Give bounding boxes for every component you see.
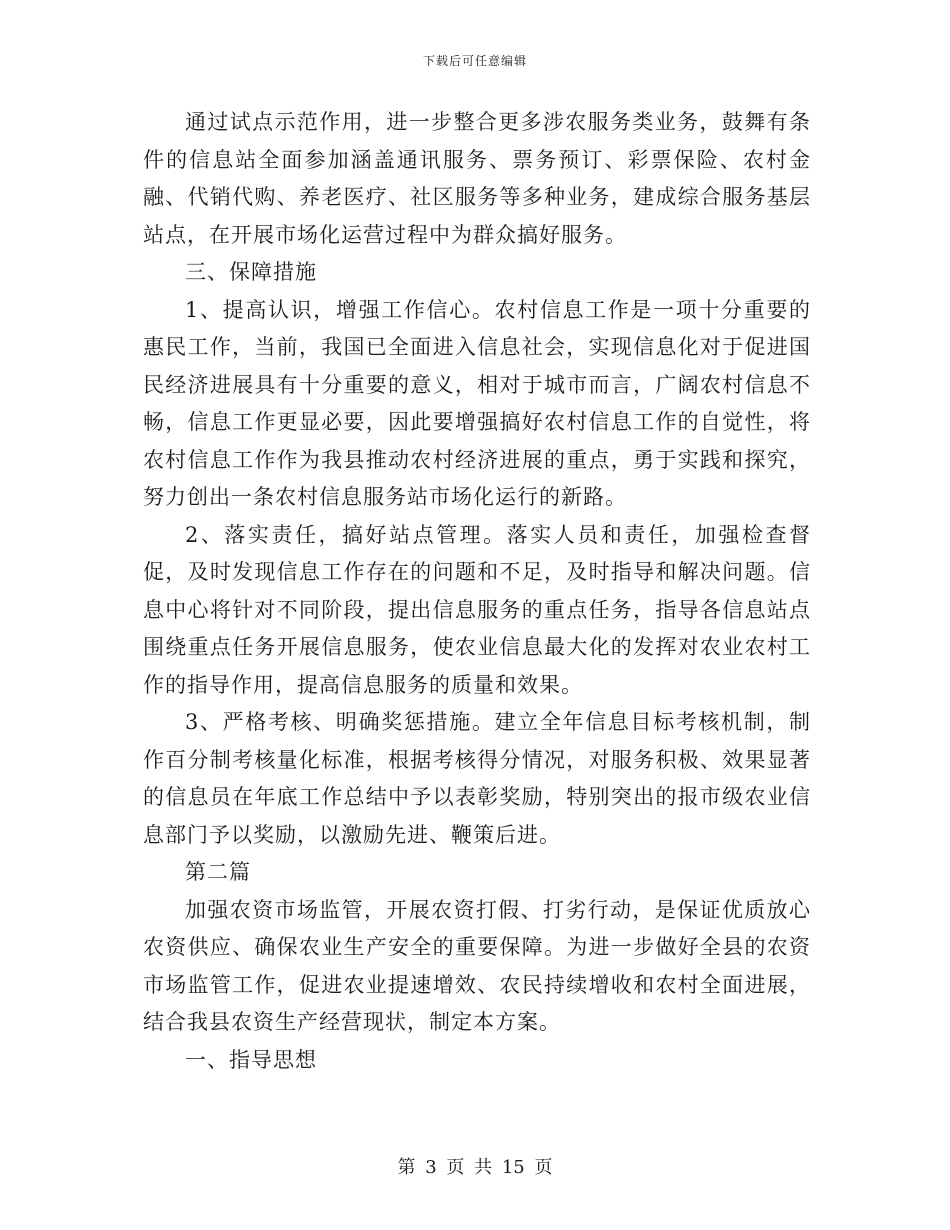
paragraph-services: 通过试点示范作用，进一步整合更多涉农服务类业务，鼓舞有条件的信息站全面参加涵盖通讯服务、票务预订、彩票保险、农村金融、代销代购、养老医疗、社区服务等多种业务，建成综合服务基层站点，在开展市场化运营过程中为群众搞好服务。 [143, 110, 811, 247]
paragraph-assessment: 3、严格考核、明确奖惩措施。建立全年信息目标考核机制，制作百分制考核量化标准，根据考核得分情况，对服务积极、效果显著的信息员在年底工作总结中予以表彰奖励，特别突出的报市级农业信息部门予以奖励，以激励先进、鞭策后进。 [143, 710, 811, 847]
page-header: 下载后可任意编辑 [422, 54, 527, 68]
document-body [143, 104, 811, 1079]
heading-safeguards: 三、保障措施 [185, 260, 317, 284]
paragraph-responsibility: 2、落实责任，搞好站点管理。落实人员和责任，加强检查督促，及时发现信息工作存在的问题和不足，及时指导和解决问题。信息中心将针对不同阶段，提出信息服务的重点任务，指导各信息站点围绕重点任务开展信息服务，使农业信息最大化的发挥对农业农村工作的指导作用，提高信息服务的质量和效果。 [143, 522, 811, 697]
page-footer: 第 3 页 共 15 页 [397, 1157, 553, 1178]
paragraph-market-supervision: 加强农资市场监管，开展农资打假、打劣行动，是保证优质放心农资供应、确保农业生产安全的重要保障。为进一步做好全县的农资市场监管工作，促进农业提速增效、农民持续增收和农村全面进展，结合我县农资生产经营现状，制定本方案。 [143, 897, 811, 1034]
paragraph-awareness: 1、提高认识，增强工作信心。农村信息工作是一项十分重要的惠民工作，当前，我国已全面进入信息社会，实现信息化对于促进国民经济进展具有十分重要的意义，相对于城市而言，广阔农村信息不畅，信息工作更显必要，因此要增强搞好农村信息工作的自觉性，将农村信息工作作为我县推动农村经济进展的重点，勇于实践和探究，努力创出一条农村信息服务站市场化运行的新路。 [143, 297, 811, 509]
heading-part-two: 第二篇 [185, 860, 251, 884]
heading-guiding-ideology: 一、指导思想 [185, 1047, 317, 1072]
